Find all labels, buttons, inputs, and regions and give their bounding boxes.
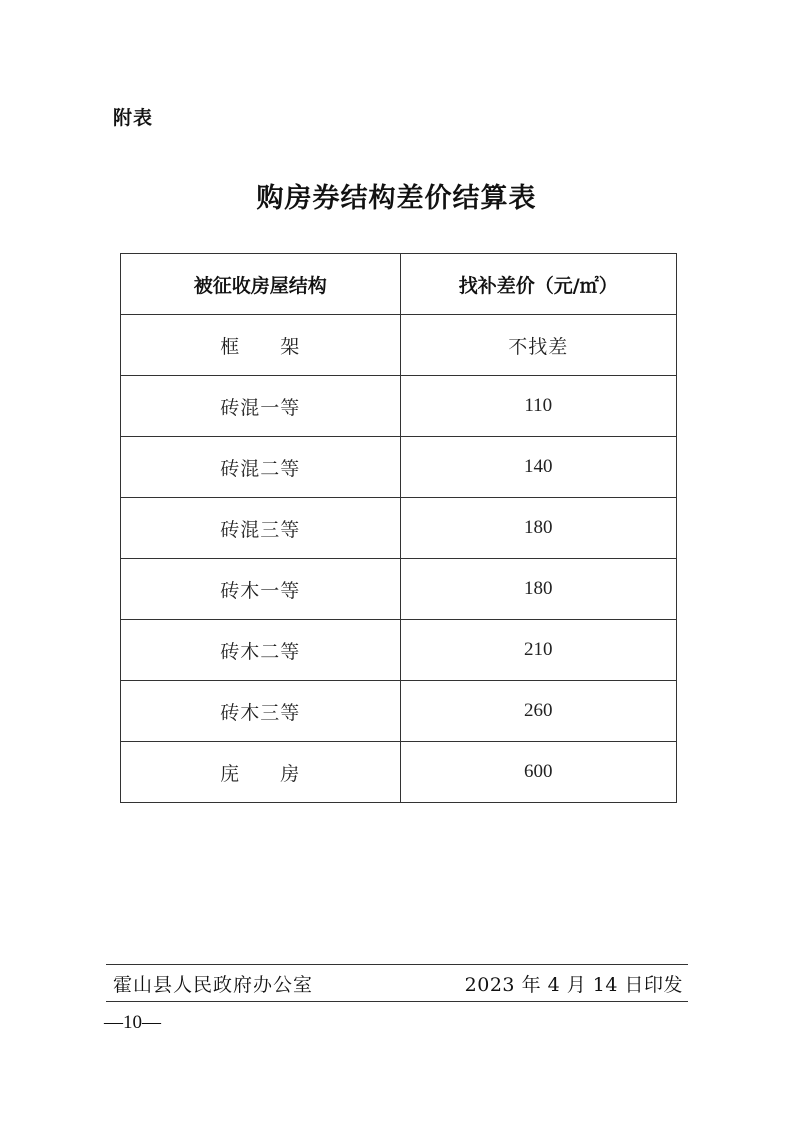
- price-cell: 260: [400, 681, 676, 742]
- header-structure: 被征收房屋结构: [121, 254, 401, 315]
- appendix-label: 附表: [113, 107, 154, 129]
- price-difference-table: [120, 253, 677, 803]
- footer-issuer: 霍山县人民政府办公室: [113, 974, 314, 996]
- table-row: [121, 376, 677, 437]
- footer-bottom-rule: [106, 1001, 688, 1002]
- structure-cell: 砖混二等: [121, 437, 401, 498]
- table-header-row: [121, 254, 677, 315]
- table-row: [121, 620, 677, 681]
- price-cell: 不找差: [400, 315, 676, 376]
- price-cell: 110: [400, 376, 676, 437]
- header-price-difference: 找补差价（元/㎡）: [400, 254, 676, 315]
- structure-cell: 砖木三等: [121, 681, 401, 742]
- structure-cell: 砖木一等: [121, 559, 401, 620]
- structure-cell: 砖木二等: [121, 620, 401, 681]
- footer-top-rule: [106, 964, 688, 965]
- price-cell: 600: [400, 742, 676, 803]
- structure-cell: 砖混三等: [121, 498, 401, 559]
- price-cell: 180: [400, 498, 676, 559]
- structure-cell: 庑 房: [121, 742, 401, 803]
- structure-cell: 砖混一等: [121, 376, 401, 437]
- table-row: [121, 742, 677, 803]
- table-row: [121, 315, 677, 376]
- table-row: [121, 681, 677, 742]
- table-row: [121, 498, 677, 559]
- price-cell: 180: [400, 559, 676, 620]
- structure-cell: 框 架: [121, 315, 401, 376]
- price-cell: 140: [400, 437, 676, 498]
- document-title: 购房券结构差价结算表: [256, 183, 537, 214]
- footer-issue-date: 2023 年 4 月 14 日印发: [464, 974, 683, 996]
- table-row: [121, 559, 677, 620]
- page-number: —10—: [104, 1012, 161, 1033]
- price-cell: 210: [400, 620, 676, 681]
- table-row: [121, 437, 677, 498]
